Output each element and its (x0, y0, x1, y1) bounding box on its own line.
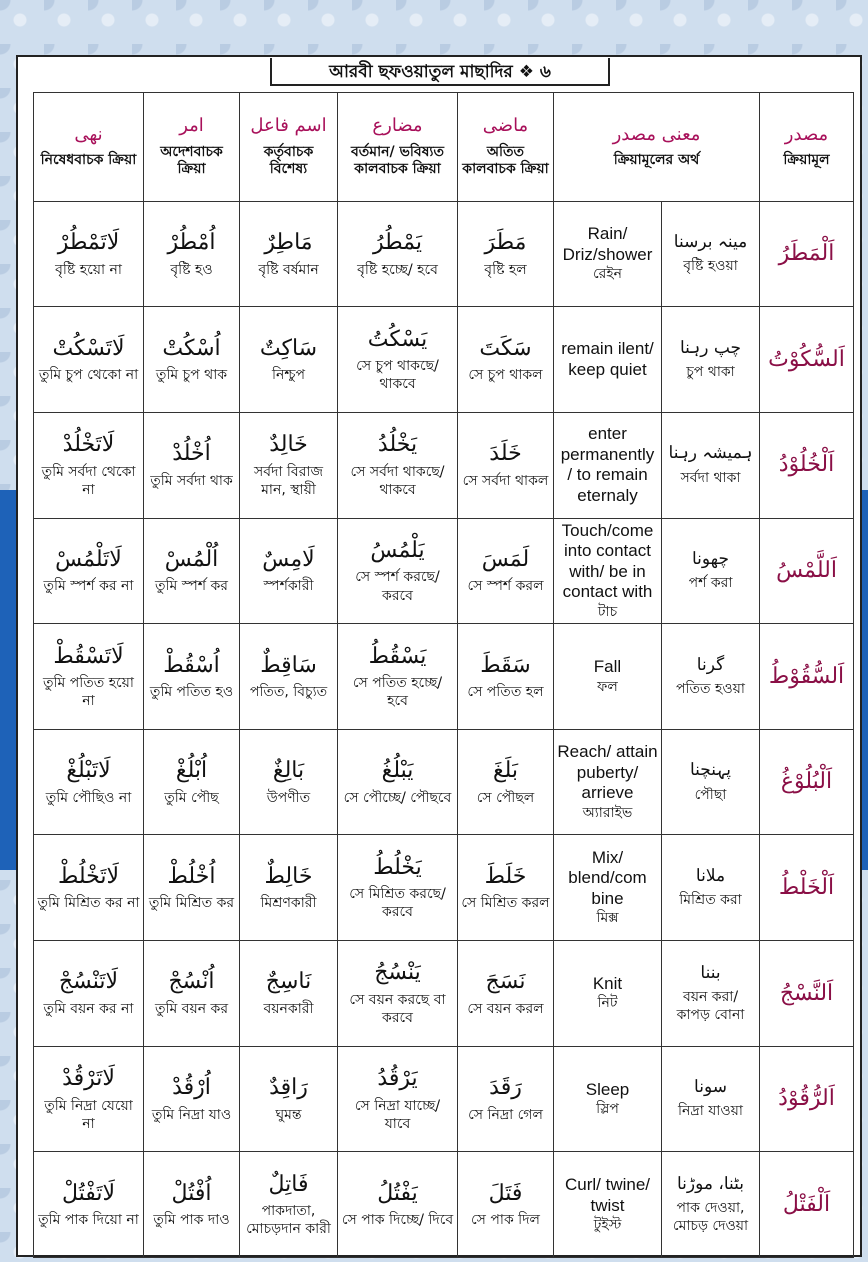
table-row (34, 1152, 854, 1258)
cell-meaning-english-meaning-en: Sleep (585, 1079, 630, 1099)
cell-meaning-urdu-urdu-bn: পর্শ করা (688, 575, 733, 592)
cell-amr (144, 835, 240, 941)
cell-mudari-mudari-bn: সে মিশ্রিত করছে/ করবে (349, 886, 446, 921)
cell-meaning-urdu-urdu: پہنچنا (689, 760, 732, 781)
cell-meaning-urdu (662, 624, 760, 730)
cell-mudari-mudari-bn: বৃষ্টি হচ্ছে/ হবে (357, 261, 438, 278)
table-row (34, 201, 854, 307)
cell-mudari-mudari-ar: يَسْكُتُ (367, 326, 428, 352)
cell-amr (144, 624, 240, 730)
cell-madi-madi-ar: سَقَطَ (480, 652, 531, 678)
cell-ism-fail (240, 518, 338, 624)
table-row (34, 307, 854, 413)
cell-amr-amr-bn: তুমি চুপ থাক (155, 367, 228, 384)
cell-madi-madi-ar: بَلَغَ (492, 758, 519, 784)
cell-madi-madi-bn: সে বয়ন করল (467, 1000, 544, 1017)
cell-amr-amr-ar: اُسْقُطْ (163, 652, 220, 678)
cell-madi-madi-ar: خَلَطَ (484, 863, 527, 889)
cell-nahi (34, 518, 144, 624)
cell-meaning-english (554, 835, 662, 941)
cell-meaning-urdu (662, 941, 760, 1047)
cell-meaning-urdu-urdu: مینہ برسنا (673, 232, 748, 253)
cell-meaning-english (554, 1152, 662, 1258)
cell-masdar-masdar: اَللَّمْسُ (776, 558, 837, 584)
cell-ism-fail (240, 835, 338, 941)
cell-nahi (34, 835, 144, 941)
cell-masdar (760, 1152, 854, 1258)
cell-meaning-english-meaning-en: Rain/ Driz/shower (562, 224, 653, 264)
cell-ism-fail-fail-bn: স্পর্শকারী (263, 578, 314, 595)
cell-amr (144, 729, 240, 835)
cell-mudari-mudari-ar: يَفْتُلُ (377, 1180, 418, 1206)
cell-amr (144, 201, 240, 307)
cell-ism-fail-fail-ar: رَاقِدٌ (269, 1075, 308, 1101)
cell-madi-madi-bn: সে সর্বদা থাকল (462, 472, 549, 489)
cell-masdar (760, 941, 854, 1047)
cell-madi-madi-ar: مَطَرَ (484, 230, 527, 256)
cell-nahi-nahi-ar: لَاتَلْمُسْ (55, 546, 122, 572)
cell-madi-madi-bn: বৃষ্টি হল (484, 261, 527, 278)
cell-meaning-urdu-urdu-bn: চুপ থাকা (686, 364, 735, 381)
cell-mudari (338, 1046, 458, 1152)
cell-mudari (338, 941, 458, 1047)
cell-mudari-mudari-bn: সে পাক দিচ্ছে/ দিবে (341, 1212, 454, 1229)
cell-nahi-nahi-bn: তুমি পাক দিয়ো না (38, 1212, 139, 1229)
cell-nahi-nahi-ar: لَاتَفْتُلْ (61, 1180, 116, 1206)
cell-amr (144, 518, 240, 624)
cell-madi (458, 941, 554, 1047)
cell-meaning-english-meaning-en: Touch/come into contact with/ be in contact with (561, 520, 654, 602)
cell-ism-fail-fail-bn: পতিত, বিচ্যুত (249, 684, 328, 701)
cell-masdar (760, 1046, 854, 1152)
cell-mudari (338, 729, 458, 835)
cell-amr-amr-bn: তুমি বয়ন কর (154, 1000, 229, 1017)
cell-ism-fail-fail-ar: مَاطِرٌ (264, 230, 313, 256)
cell-madi (458, 201, 554, 307)
cell-ism-fail-fail-bn: বয়নকারী (263, 1000, 314, 1017)
cell-nahi-nahi-ar: لَاتَخْلُطْ (57, 863, 120, 889)
cell-masdar-masdar: اَلْخَلْطُ (778, 874, 835, 900)
cell-meaning-urdu-urdu-bn: পৌছা (694, 786, 727, 803)
cell-nahi-nahi-bn: বৃষ্টি হয়ো না (55, 261, 122, 278)
cell-amr-amr-ar: اُمْطُرْ (167, 230, 216, 256)
cell-mudari-mudari-ar: يَخْلُدُ (377, 432, 418, 458)
cell-masdar-masdar: اَلْفَتْلُ (782, 1191, 831, 1217)
cell-masdar-masdar: اَلسُّقُوْطُ (768, 663, 845, 689)
cell-masdar (760, 729, 854, 835)
cell-meaning-english-meaning-bn: অ্যারাইভ (582, 804, 633, 821)
cell-mudari (338, 307, 458, 413)
cell-mudari-mudari-bn: সে স্পর্শ করছে/ করবে (355, 569, 440, 604)
cell-amr-amr-bn: তুমি স্পর্শ কর (154, 578, 229, 595)
cell-nahi-nahi-ar: لَاتَخْلُدْ (62, 432, 115, 458)
cell-ism-fail (240, 729, 338, 835)
cell-nahi-nahi-bn: তুমি পৌছিও না (45, 789, 132, 806)
cell-meaning-english (554, 624, 662, 730)
cell-meaning-english-meaning-bn: নিট (597, 995, 618, 1012)
verb-table (33, 92, 854, 1258)
cell-nahi-nahi-bn: তুমি চুপ থেকো না (38, 367, 139, 384)
cell-madi-madi-ar: خَلَدَ (489, 441, 522, 467)
cell-meaning-english-meaning-bn: ফল (597, 678, 618, 695)
cell-mudari-mudari-ar: يَخْلُطُ (373, 854, 422, 880)
cell-ism-fail-fail-bn: মিশ্রণকারী (260, 895, 317, 912)
cell-meaning-urdu-urdu: چپ رہنا (679, 337, 742, 358)
cell-nahi (34, 729, 144, 835)
cell-mudari-mudari-bn: সে সর্বদা থাকছে/ থাকবে (350, 463, 445, 498)
cell-ism-fail-fail-ar: نَاسِجٌ (265, 969, 312, 995)
cell-madi-madi-bn: সে স্পর্শ করল (467, 578, 544, 595)
cell-meaning-english (554, 201, 662, 307)
cell-ism-fail (240, 412, 338, 518)
cell-meaning-urdu-urdu-bn: বয়ন করা/ কাপড় বোনা (676, 988, 745, 1023)
cell-masdar (760, 201, 854, 307)
table-row (34, 624, 854, 730)
cell-ism-fail-fail-ar: خَالِدٌ (269, 432, 308, 458)
cell-meaning-urdu-urdu: چھونا (691, 549, 730, 570)
cell-ism-fail (240, 1046, 338, 1152)
cell-meaning-urdu-urdu-bn: সর্বদা থাকা (680, 469, 741, 486)
cell-mudari (338, 201, 458, 307)
cell-nahi-nahi-ar: لَاتَنْسُجْ (58, 969, 119, 995)
cell-mudari (338, 624, 458, 730)
cell-meaning-urdu-urdu-bn: মিশ্রিত করা (679, 892, 742, 909)
cell-amr-amr-ar: اُخْلُدْ (172, 441, 211, 467)
cell-nahi (34, 624, 144, 730)
cell-masdar-masdar: اَلرُّقُوْدُ (778, 1086, 835, 1112)
cell-meaning-urdu (662, 1152, 760, 1258)
cell-amr (144, 307, 240, 413)
cell-mudari-mudari-ar: يَبْلُغُ (381, 758, 414, 784)
cell-madi (458, 624, 554, 730)
cell-ism-fail-fail-ar: سَاقِطٌ (260, 652, 317, 678)
cell-ism-fail (240, 201, 338, 307)
cell-mudari (338, 835, 458, 941)
cell-madi (458, 518, 554, 624)
cell-meaning-urdu (662, 518, 760, 624)
cell-amr-amr-bn: বৃষ্টি হও (170, 261, 213, 278)
cell-amr (144, 941, 240, 1047)
cell-nahi-nahi-bn: তুমি নিদ্রা যেয়ো না (44, 1097, 133, 1132)
cell-nahi-nahi-bn: তুমি মিশ্রিত কর না (37, 895, 140, 912)
table-row (34, 729, 854, 835)
cell-meaning-english-meaning-en: enter permanently / to remain eternaly (560, 424, 655, 505)
cell-meaning-english-meaning-bn: টাচ (597, 603, 618, 620)
cell-meaning-urdu (662, 201, 760, 307)
cell-meaning-english-meaning-en: Fall (593, 657, 622, 677)
cell-nahi (34, 941, 144, 1047)
cell-meaning-urdu (662, 307, 760, 413)
cell-meaning-urdu (662, 835, 760, 941)
cell-mudari (338, 412, 458, 518)
cell-nahi (34, 307, 144, 413)
cell-nahi-nahi-bn: তুমি স্পর্শ কর না (43, 578, 134, 595)
cell-mudari-mudari-ar: يَنْسُجُ (374, 960, 421, 986)
cell-nahi (34, 412, 144, 518)
cell-amr-amr-ar: اُلْمُسْ (164, 546, 219, 572)
cell-nahi-nahi-bn: তুমি বয়ন কর না (43, 1000, 134, 1017)
cell-meaning-urdu-urdu-bn: পাক দেওয়া, মোচড় দেওয়া (672, 1200, 749, 1235)
cell-nahi (34, 1152, 144, 1258)
cell-meaning-english (554, 1046, 662, 1152)
cell-mudari-mudari-ar: يَمْطُرُ (372, 230, 423, 256)
cell-madi-madi-ar: لَمَسَ (481, 546, 530, 572)
cell-meaning-urdu-urdu: بٹنا، موڑنا (676, 1173, 745, 1194)
cell-madi (458, 835, 554, 941)
cell-madi-madi-bn: সে মিশ্রিত করল (461, 895, 550, 912)
table-row (34, 835, 854, 941)
cell-meaning-urdu-urdu-bn: পতিত হওয়া (676, 680, 745, 697)
cell-nahi-nahi-ar: لَاتَسْقُطْ (53, 643, 124, 669)
header-meaning: معنى مصدر ক্রিয়ামূলের অর্থ (554, 93, 760, 202)
cell-meaning-english-meaning-bn: মিক্স (596, 910, 619, 927)
cell-meaning-english (554, 307, 662, 413)
cell-amr-amr-bn: তুমি পৌছ (164, 789, 219, 806)
cell-meaning-english-meaning-en: remain ilent/ keep quiet (561, 339, 654, 379)
cell-ism-fail-fail-ar: سَاكِتٌ (259, 335, 318, 361)
cell-masdar-masdar: اَلْخُلُوْدُ (778, 452, 835, 478)
cell-nahi-nahi-ar: لَاتَبْلُغْ (66, 758, 111, 784)
cell-meaning-urdu-urdu-bn: নিদ্রা যাওয়া (678, 1103, 743, 1120)
cell-meaning-urdu (662, 412, 760, 518)
cell-madi-madi-bn: সে পাক দিল (471, 1212, 540, 1229)
cell-nahi (34, 1046, 144, 1152)
cell-madi-madi-ar: نَسَجَ (485, 969, 526, 995)
cell-masdar (760, 307, 854, 413)
table-row (34, 1046, 854, 1152)
cell-amr-amr-bn: তুমি পতিত হও (149, 684, 234, 701)
cell-amr (144, 412, 240, 518)
cell-meaning-urdu-urdu: ہمیشہ رہنا (668, 443, 753, 464)
cell-mudari-mudari-bn: সে পৌচ্ছে/ পৌছবে (343, 789, 452, 806)
cell-amr (144, 1046, 240, 1152)
cell-mudari-mudari-bn: সে নিদ্রা যাচ্ছে/ যাবে (354, 1097, 441, 1132)
cell-masdar-masdar: اَلْبُلُوْغُ (780, 769, 833, 795)
cell-ism-fail-fail-bn: নিশ্চুপ (272, 367, 305, 384)
cell-mudari-mudari-bn: সে পতিত হচ্ছে/ হবে (352, 675, 443, 710)
cell-ism-fail-fail-ar: لَامِسٌ (262, 546, 315, 572)
cell-meaning-english-meaning-bn: টুইস্ট (593, 1216, 622, 1233)
table-row (34, 518, 854, 624)
cell-masdar (760, 624, 854, 730)
cell-mudari-mudari-ar: يَلْمُسُ (370, 537, 425, 563)
cell-masdar (760, 518, 854, 624)
cell-nahi-nahi-ar: لَاتَسْكُتْ (52, 335, 125, 361)
cell-madi-madi-bn: সে পৌছল (476, 789, 535, 806)
page-title: আরবী ছফওয়াতুল মাছাদির ❖ ৬ (270, 58, 610, 86)
cell-amr-amr-bn: তুমি নিদ্রা যাও (151, 1106, 232, 1123)
header-row (34, 93, 854, 202)
cell-meaning-english-meaning-en: Knit (592, 974, 623, 994)
cell-ism-fail-fail-ar: فَاتِلٌ (268, 1171, 309, 1197)
cell-masdar (760, 412, 854, 518)
cell-meaning-urdu (662, 729, 760, 835)
cell-ism-fail-fail-bn: বৃষ্টি বর্ষমান (258, 261, 319, 278)
cell-amr-amr-bn: তুমি সর্বদা থাক (150, 472, 233, 489)
cell-meaning-english (554, 729, 662, 835)
cell-meaning-urdu-urdu: ملانا (695, 865, 726, 886)
header-masdar: مصدر ক্রিয়ামূল (760, 93, 854, 202)
cell-ism-fail (240, 1152, 338, 1258)
cell-madi-madi-bn: সে পতিত হল (467, 684, 544, 701)
cell-nahi-nahi-ar: لَاتَمْطُرْ (57, 230, 120, 256)
cell-madi-madi-bn: সে চুপ থাকল (468, 367, 543, 384)
header-amr: امر অদেশবাচক ক্রিয়া (144, 93, 240, 202)
header-ism-fail: اسم فاعل কর্তৃবাচক বিশেষ্য (240, 93, 338, 202)
cell-meaning-english-meaning-en: Curl/ twine/ twist (564, 1175, 651, 1215)
cell-amr (144, 1152, 240, 1258)
cell-madi (458, 1046, 554, 1152)
cell-meaning-urdu (662, 1046, 760, 1152)
cell-nahi-nahi-ar: لَاتَرْقُدْ (62, 1066, 115, 1092)
cell-meaning-urdu-urdu: گرنا (696, 654, 725, 675)
cell-ism-fail-fail-ar: خَالِطٌ (264, 863, 313, 889)
cell-madi (458, 729, 554, 835)
cell-meaning-english (554, 941, 662, 1047)
cell-meaning-urdu-urdu-bn: বৃষ্টি হওয়া (683, 258, 738, 275)
header-nahi: نهى নিষেধবাচক ক্রিয়া (34, 93, 144, 202)
cell-nahi-nahi-bn: তুমি সর্বদা থেকো না (41, 463, 136, 498)
cell-madi (458, 307, 554, 413)
cell-masdar (760, 835, 854, 941)
cell-ism-fail-fail-bn: সর্বদা বিরাজ মান, স্থায়ী (254, 463, 323, 498)
cell-nahi-nahi-bn: তুমি পতিত হয়ো না (43, 675, 134, 710)
cell-meaning-urdu-urdu: بننا (700, 962, 721, 983)
cell-meaning-english-meaning-en: Reach/ attain puberty/ arrieve (557, 742, 658, 803)
cell-madi-madi-ar: رَقَدَ (489, 1075, 522, 1101)
cell-amr-amr-bn: তুমি পাক দাও (153, 1212, 230, 1229)
cell-meaning-english (554, 518, 662, 624)
cell-masdar-masdar: اَلْمَطَرُ (778, 241, 835, 267)
cell-ism-fail-fail-bn: পাকদাতা, মোচড়দান কারী (246, 1203, 331, 1238)
cell-ism-fail (240, 941, 338, 1047)
cell-ism-fail-fail-bn: উপণীত (266, 789, 311, 806)
header-madi: ماضى অতিত কালবাচক ক্রিয়া (458, 93, 554, 202)
cell-ism-fail-fail-bn: ঘুমন্ত (275, 1106, 302, 1123)
cell-meaning-english-meaning-en: Mix/ blend/com bine (568, 848, 647, 908)
header-mudari: مضارع বর্তমান/ ভবিষ্যত কালবাচক ক্রিয়া (338, 93, 458, 202)
cell-madi-madi-bn: সে নিদ্রা গেল (468, 1106, 543, 1123)
cell-amr-amr-ar: اُفْتُلْ (171, 1180, 212, 1206)
cell-mudari-mudari-ar: يَرْقُدُ (377, 1066, 418, 1092)
cell-masdar-masdar: اَلنَّسْجُ (779, 980, 834, 1006)
cell-amr-amr-ar: اُبْلُغْ (175, 758, 208, 784)
cell-madi-madi-ar: فَتَلَ (488, 1180, 523, 1206)
cell-ism-fail (240, 624, 338, 730)
table-row (34, 412, 854, 518)
cell-mudari (338, 518, 458, 624)
cell-amr-amr-ar: اُخْلُطْ (167, 863, 216, 889)
cell-mudari-mudari-bn: সে চুপ থাকছে/ থাকবে (356, 358, 439, 393)
cell-madi (458, 1152, 554, 1258)
cell-meaning-english-meaning-bn: স্লিপ (596, 1101, 619, 1118)
cell-mudari (338, 1152, 458, 1258)
cell-amr-amr-ar: اُرْقُدْ (172, 1075, 211, 1101)
cell-ism-fail-fail-ar: بَالِغٌ (272, 758, 305, 784)
cell-meaning-english-meaning-bn: রেইন (592, 266, 623, 283)
cell-meaning-english (554, 412, 662, 518)
cell-mudari-mudari-ar: يَسْقُطُ (368, 643, 427, 669)
cell-amr-amr-ar: اُسْكُتْ (162, 335, 221, 361)
cell-mudari-mudari-bn: সে বয়ন করছে বা করবে (349, 991, 446, 1027)
table-row (34, 941, 854, 1047)
cell-madi-madi-ar: سَكَتَ (479, 335, 532, 361)
cell-nahi (34, 201, 144, 307)
cell-meaning-urdu-urdu: سونا (694, 1077, 727, 1098)
cell-ism-fail (240, 307, 338, 413)
cell-amr-amr-bn: তুমি মিশ্রিত কর (148, 895, 235, 912)
cell-amr-amr-ar: اُنْسُجْ (168, 969, 215, 995)
cell-masdar-masdar: اَلسُّكُوْتُ (768, 346, 845, 372)
cell-madi (458, 412, 554, 518)
